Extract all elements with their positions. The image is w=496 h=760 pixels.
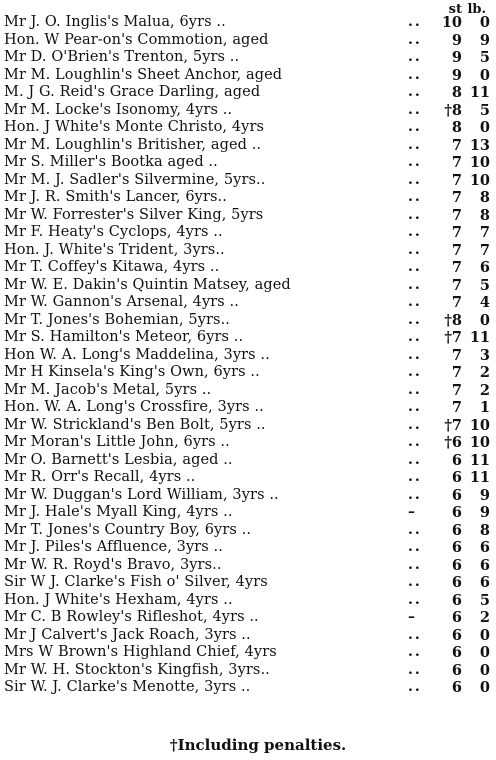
leader-dots: .. <box>408 136 422 153</box>
weight-pounds: 6 <box>479 574 490 591</box>
list-item <box>0 399 496 417</box>
entry-name: Mr D. O'Brien's Trenton, 5yrs .. <box>4 49 240 65</box>
weight-stone: 6 <box>451 644 462 661</box>
list-item <box>0 469 496 487</box>
list-item <box>0 49 496 67</box>
weight-stone: 10 <box>441 14 462 31</box>
weight-stone: 7 <box>451 276 462 294</box>
list-item <box>0 172 496 190</box>
weight-stone: 7 <box>451 346 462 364</box>
entry-name: Mr S. Hamilton's Meteor, 6yrs .. <box>4 329 244 345</box>
weight-pounds: 13 <box>469 136 490 154</box>
list-item <box>0 382 496 400</box>
list-item <box>0 539 496 557</box>
list-item <box>0 294 496 312</box>
entry-name: Mr M. Loughlin's Britisher, aged .. <box>4 136 262 153</box>
entry-name: Mr W. Strickland's Ben Bolt, 5yrs .. <box>4 416 266 433</box>
weight-stone: 8 <box>451 119 462 136</box>
weight-stone: 9 <box>451 31 462 49</box>
weight-stone: 7 <box>451 241 462 259</box>
weight-pounds: 0 <box>479 14 490 31</box>
entry-name: Mrs W Brown's Highland Chief, 4yrs <box>4 644 277 660</box>
weight-stone: 7 <box>451 224 462 241</box>
weight-stone: 8 <box>451 84 462 101</box>
entry-name: Sir W. J. Clarke's Menotte, 3yrs .. <box>4 679 251 695</box>
leader-dots: .. <box>408 259 422 275</box>
list-item <box>0 137 496 155</box>
leader-dots: .. <box>408 644 422 660</box>
leader-dots: .. <box>408 364 422 380</box>
weight-pounds: 10 <box>469 434 490 451</box>
entry-name: Hon. W. A. Long's Crossfire, 3yrs .. <box>4 399 264 415</box>
entry-name: Mr W. Duggan's Lord William, 3yrs .. <box>4 486 279 503</box>
leader-dots: .. <box>408 154 422 170</box>
leader-dots: .. <box>408 14 422 30</box>
list-item <box>0 627 496 645</box>
list-item <box>0 592 496 610</box>
entry-name: Hon W. A. Long's Maddelina, 3yrs .. <box>4 346 270 363</box>
entry-name: Hon. J White's Monte Christo, 4yrs <box>4 119 265 135</box>
leader-dots: .. <box>408 189 422 205</box>
weight-pounds: 0 <box>479 66 490 84</box>
weight-pounds: 6 <box>479 556 490 574</box>
weight-stone: 7 <box>451 171 462 189</box>
entry-name: Mr Moran's Little John, 6yrs .. <box>4 434 230 450</box>
weight-stone: 6 <box>451 504 462 521</box>
leader-dots: .. <box>408 101 422 118</box>
list-item <box>0 609 496 627</box>
leader-dots: .. <box>408 294 422 310</box>
weight-pounds: 5 <box>479 101 490 119</box>
leader-dots: .. <box>408 574 422 590</box>
weight-stone: 6 <box>451 556 462 574</box>
list-item <box>0 329 496 347</box>
leader-dots: .. <box>408 399 422 415</box>
weight-stone: 7 <box>451 364 462 381</box>
weight-stone: †6 <box>444 434 462 451</box>
leader-dots: .. <box>408 66 422 83</box>
entry-name: Mr M. Locke's Isonomy, 4yrs .. <box>4 101 233 118</box>
entry-name: Mr T. Coffey's Kitawa, 4yrs .. <box>4 259 220 275</box>
weight-stone: 9 <box>451 66 462 84</box>
entry-name: Mr O. Barnett's Lesbia, aged .. <box>4 451 233 468</box>
leader-dots: .. <box>408 31 422 48</box>
weight-stone: 7 <box>451 259 462 276</box>
weight-stone: 6 <box>451 521 462 539</box>
leader-dots: .. <box>408 469 422 485</box>
entry-name: Mr M. Loughlin's Sheet Anchor, aged <box>4 66 283 83</box>
weight-stone: 6 <box>451 469 462 486</box>
weight-pounds: 11 <box>469 469 490 486</box>
entries-list <box>0 14 496 697</box>
list-item <box>0 452 496 470</box>
weight-pounds: 0 <box>479 311 490 329</box>
list-item <box>0 242 496 260</box>
list-item <box>0 32 496 50</box>
leader-dots: .. <box>408 329 422 345</box>
entry-name: Mr J. R. Smith's Lancer, 6yrs.. <box>4 189 227 205</box>
entry-name: M. J G. Reid's Grace Darling, aged <box>4 84 261 100</box>
leader-dots: .. <box>408 451 422 468</box>
entry-name: Mr J. Hale's Myall King, 4yrs .. <box>4 504 233 520</box>
weight-stone: †8 <box>444 101 462 119</box>
weight-stone: 6 <box>451 574 462 591</box>
list-item <box>0 67 496 85</box>
list-item <box>0 312 496 330</box>
entry-name: Hon. J White's Hexham, 4yrs .. <box>4 591 233 608</box>
leader-dots: – <box>408 504 417 520</box>
weight-pounds: 11 <box>469 329 490 346</box>
list-item <box>0 224 496 242</box>
entry-name: Mr J Calvert's Jack Roach, 3yrs .. <box>4 626 251 643</box>
list-item <box>0 277 496 295</box>
leader-dots: .. <box>408 241 422 258</box>
weight-pounds: 8 <box>479 521 490 539</box>
weight-pounds: 2 <box>479 381 490 399</box>
list-item <box>0 207 496 225</box>
weight-stone: 7 <box>451 381 462 399</box>
leader-dots: – <box>408 609 417 625</box>
leader-dots: .. <box>408 311 422 328</box>
weight-pounds: 11 <box>469 84 490 101</box>
weight-pounds: 7 <box>479 241 490 259</box>
weight-stone: 6 <box>451 486 462 504</box>
list-item <box>0 487 496 505</box>
stone-header: st <box>448 2 462 17</box>
weight-stone: 6 <box>451 661 462 679</box>
weight-pounds: 5 <box>479 276 490 294</box>
weight-pounds: 4 <box>479 294 490 311</box>
weight-pounds: 11 <box>469 451 490 469</box>
weight-pounds: 5 <box>479 49 490 66</box>
weight-pounds: 2 <box>479 609 490 626</box>
weight-pounds: 0 <box>479 119 490 136</box>
weight-stone: 6 <box>451 451 462 469</box>
leader-dots: .. <box>408 661 422 678</box>
list-item <box>0 662 496 680</box>
weight-pounds: 8 <box>479 189 490 206</box>
list-item <box>0 189 496 207</box>
list-item <box>0 259 496 277</box>
weight-stone: 6 <box>451 609 462 626</box>
weight-pounds: 0 <box>479 644 490 661</box>
list-item <box>0 154 496 172</box>
entry-name: Mr J. O. Inglis's Malua, 6yrs .. <box>4 14 226 30</box>
weight-stone: 7 <box>451 136 462 154</box>
leader-dots: .. <box>408 521 422 538</box>
leader-dots: .. <box>408 591 422 608</box>
list-item <box>0 347 496 365</box>
footnote: †Including penalties. <box>169 736 347 754</box>
weight-stone: 7 <box>451 189 462 206</box>
leader-dots: .. <box>408 556 422 573</box>
entry-name: Mr T. Jones's Country Boy, 6yrs .. <box>4 521 252 538</box>
leader-dots: .. <box>408 119 422 135</box>
list-item <box>0 364 496 382</box>
entry-name: Mr W. E. Dakin's Quintin Matsey, aged <box>4 276 291 293</box>
weight-pounds: 6 <box>479 259 490 276</box>
entry-name: Mr F. Heaty's Cyclops, 4yrs .. <box>4 224 223 240</box>
weight-stone: 7 <box>451 399 462 416</box>
leader-dots: .. <box>408 416 422 433</box>
list-item <box>0 557 496 575</box>
entry-name: Mr T. Jones's Bohemian, 5yrs.. <box>4 311 230 328</box>
list-item <box>0 522 496 540</box>
leader-dots: .. <box>408 206 422 223</box>
leader-dots: .. <box>408 381 422 398</box>
entry-name: Mr J. Piles's Affluence, 3yrs .. <box>4 539 223 555</box>
leader-dots: .. <box>408 679 422 695</box>
entry-name: Mr M. J. Sadler's Silvermine, 5yrs.. <box>4 171 266 188</box>
weight-pounds: 1 <box>479 399 490 416</box>
entry-name: Mr W. Forrester's Silver King, 5yrs <box>4 206 264 223</box>
weight-pounds: 9 <box>479 486 490 504</box>
list-item <box>0 644 496 662</box>
entry-name: Mr H Kinsela's King's Own, 6yrs .. <box>4 364 260 380</box>
list-item <box>0 102 496 120</box>
list-item <box>0 119 496 137</box>
entry-name: Mr W. R. Royd's Bravo, 3yrs.. <box>4 556 222 573</box>
weight-pounds: 7 <box>479 224 490 241</box>
weight-pounds: 8 <box>479 206 490 224</box>
weight-stone: 6 <box>451 539 462 556</box>
entry-name: Sir W J. Clarke's Fish o' Silver, 4yrs <box>4 574 268 590</box>
weight-stone: 7 <box>451 206 462 224</box>
list-item <box>0 504 496 522</box>
leader-dots: .. <box>408 171 422 188</box>
entry-name: Hon. W Pear-on's Commotion, aged <box>4 31 269 48</box>
leader-dots: .. <box>408 434 422 450</box>
weight-stone: 6 <box>451 626 462 644</box>
weight-pounds: 2 <box>479 364 490 381</box>
entry-name: Mr S. Miller's Bootka aged .. <box>4 154 218 170</box>
weight-stone: 7 <box>451 294 462 311</box>
leader-dots: .. <box>408 84 422 100</box>
entry-name: Mr W. Gannon's Arsenal, 4yrs .. <box>4 294 239 310</box>
weight-pounds: 5 <box>479 591 490 609</box>
weight-stone: 6 <box>451 591 462 609</box>
list-item <box>0 434 496 452</box>
pounds-header: lb. <box>467 2 486 17</box>
weight-pounds: 0 <box>479 626 490 644</box>
list-item <box>0 14 496 32</box>
list-item <box>0 574 496 592</box>
leader-dots: .. <box>408 346 422 363</box>
weight-pounds: 10 <box>469 154 490 171</box>
entry-name: Mr R. Orr's Recall, 4yrs .. <box>4 469 196 485</box>
entry-name: Mr W. H. Stockton's Kingfish, 3yrs.. <box>4 661 270 678</box>
leader-dots: .. <box>408 276 422 293</box>
weight-pounds: 10 <box>469 171 490 189</box>
leader-dots: .. <box>408 486 422 503</box>
list-item <box>0 679 496 697</box>
weight-pounds: 3 <box>479 346 490 364</box>
weight-stone: †8 <box>444 311 462 329</box>
weight-stone: 9 <box>451 49 462 66</box>
weight-stone: 7 <box>451 154 462 171</box>
list-item <box>0 84 496 102</box>
entry-name: Mr C. B Rowley's Rifleshot, 4yrs .. <box>4 609 259 625</box>
weight-pounds: 0 <box>479 661 490 679</box>
entry-name: Hon. J. White's Trident, 3yrs.. <box>4 241 225 258</box>
weight-pounds: 9 <box>479 504 490 521</box>
leader-dots: .. <box>408 224 422 240</box>
leader-dots: .. <box>408 49 422 65</box>
weight-pounds: 0 <box>479 679 490 696</box>
weight-pounds: 9 <box>479 31 490 49</box>
weight-stone: †7 <box>444 329 462 346</box>
weight-stone: †7 <box>444 416 462 434</box>
leader-dots: .. <box>408 539 422 555</box>
weight-stone: 6 <box>451 679 462 696</box>
entry-name: Mr M. Jacob's Metal, 5yrs .. <box>4 381 212 398</box>
leader-dots: .. <box>408 626 422 643</box>
weight-pounds: 6 <box>479 539 490 556</box>
weight-pounds: 10 <box>469 416 490 434</box>
list-item <box>0 417 496 435</box>
